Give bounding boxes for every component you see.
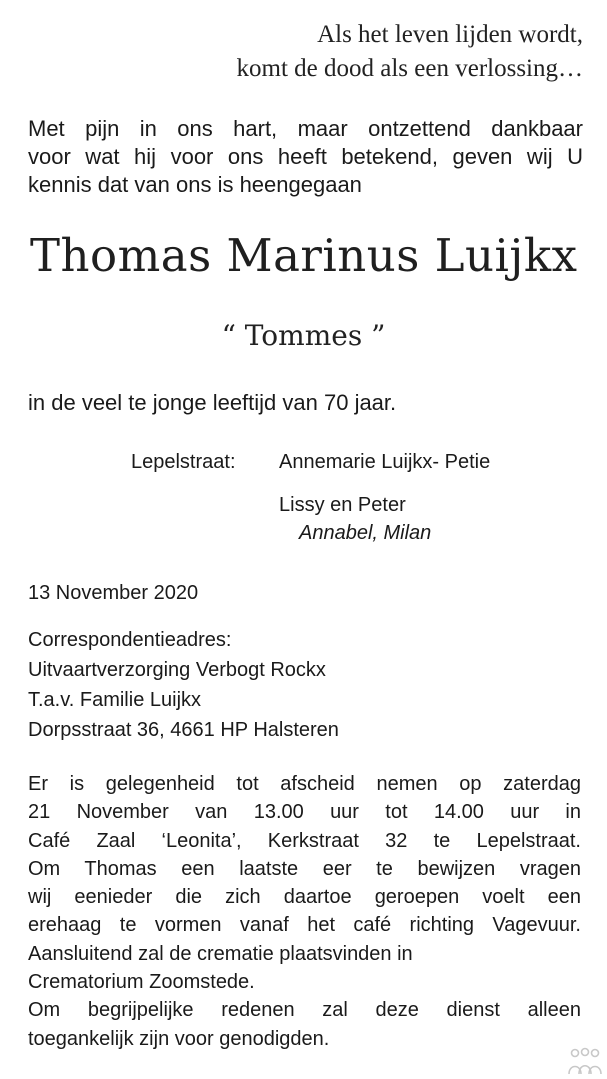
date-line: 13 November 2020	[28, 582, 199, 604]
intro-line-3: kennis dat van ons is heengegaan	[28, 172, 362, 197]
details-line: Crematorium Zoomstede.	[28, 971, 255, 994]
family-place: Lepelstraat:	[131, 451, 236, 473]
family-spouse: Annemarie Luijkx- Petie	[279, 451, 491, 473]
family-children: Lissy en Peter	[279, 494, 406, 516]
address-line-3: Dorpsstraat 36, 4661 HP Halsteren	[28, 719, 339, 741]
age-line: in de veel te jonge leeftijd van 70 jaar.	[28, 390, 397, 415]
intro-text	[28, 115, 583, 199]
details-line: toegankelijk zijn voor genodigden.	[28, 1027, 330, 1050]
deceased-nickname: “ Tommes ”	[221, 319, 386, 352]
poem	[163, 18, 583, 86]
address-label: Correspondentieadres:	[28, 629, 232, 651]
correspondence-address	[28, 625, 339, 745]
poem-line-2: komt de dood als een verlossing…	[236, 55, 583, 82]
details-line: Om begrijpelijke redenen zal deze dienst alleen	[28, 999, 581, 1022]
address-line-2: T.a.v. Familie Luijkx	[28, 689, 202, 711]
family-grandchildren: Annabel, Milan	[299, 522, 432, 544]
farewell-details	[28, 770, 581, 1053]
intro-line-2: voor wat hij voor ons heeft betekend, geven wij U	[28, 144, 583, 169]
details-line: Om Thomas een laatste eer te bewijzen vragen	[28, 857, 581, 880]
intro-line-1: Met pijn in ons hart, maar ontzettend dankbaar	[28, 116, 583, 141]
details-line: Café Zaal ‘Leonita’, Kerkstraat 32 te Lepelstraat.	[28, 829, 581, 852]
people-group-icon	[565, 1047, 605, 1075]
details-line: Er is gelegenheid tot afscheid nemen op zaterdag	[28, 773, 581, 795]
address-line-1: Uitvaartverzorging Verbogt Rockx	[28, 659, 326, 681]
poem-line-1: Als het leven lijden wordt,	[317, 21, 583, 48]
deceased-name: Thomas Marinus Luijkx	[30, 229, 578, 282]
details-line: 21 November van 13.00 uur tot 14.00 uur in	[28, 801, 581, 824]
details-line: erehaag te vormen vanaf het café richting Vagevuur.	[28, 914, 581, 937]
details-line: wij eenieder die zich daartoe geroepen voelt een	[28, 886, 581, 909]
details-line: Aansluitend zal de crematie plaatsvinden in	[28, 942, 413, 965]
